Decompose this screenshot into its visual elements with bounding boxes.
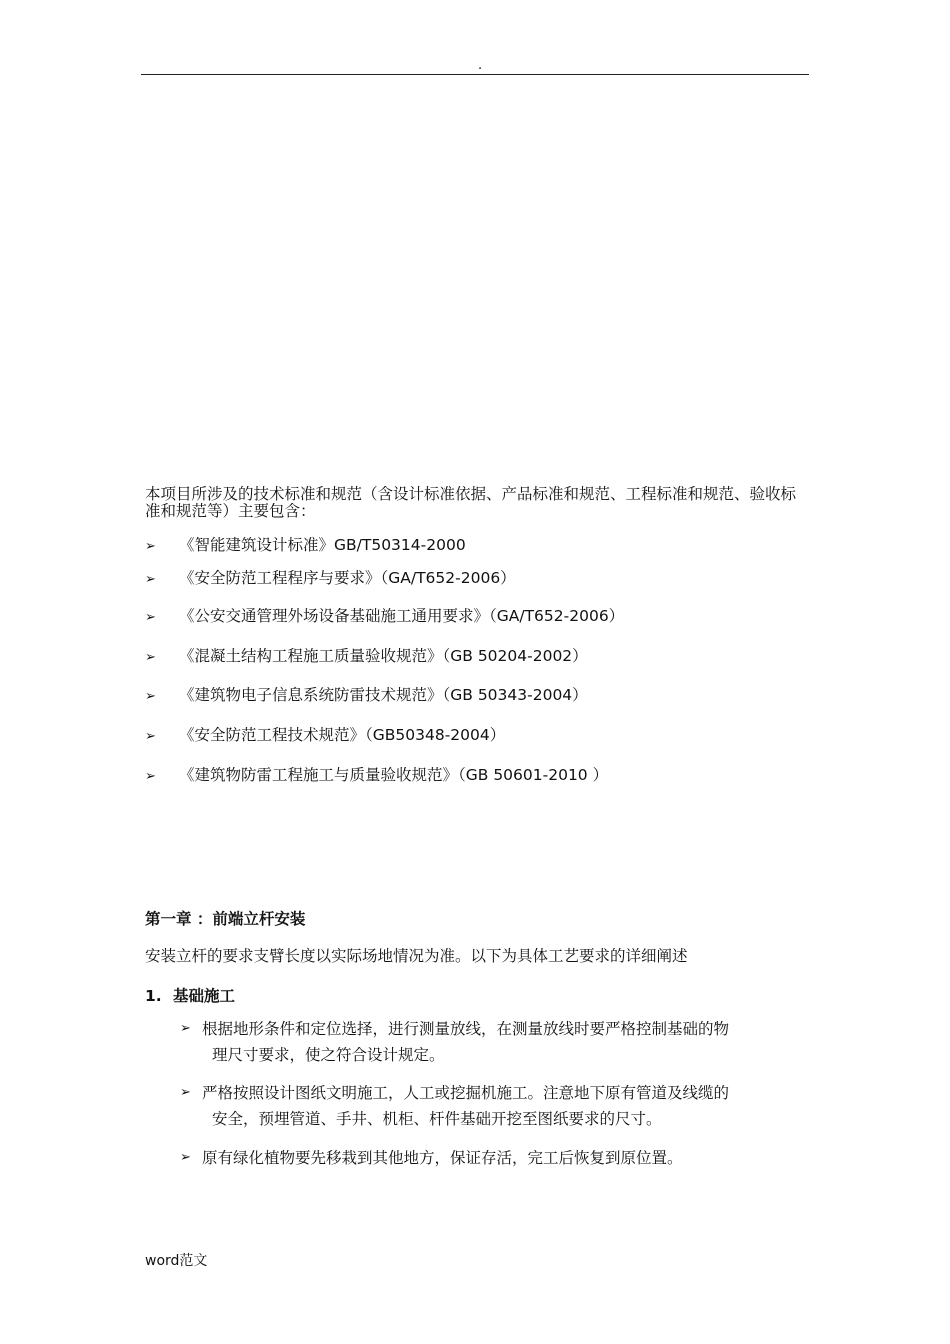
arrow-bullet-icon: ➢ — [180, 1021, 191, 1036]
chapter-title: 第一章 ：前端立杆安装 — [145, 910, 306, 928]
list-item — [180, 1145, 805, 1171]
standard-text: 《建筑物电子信息系统防雷技术规范》（GB 50343-2004） — [179, 686, 588, 704]
list-item-line: 安全，预埋管道、手井、机柜、杆件基础开挖至图纸要求的尺寸。 — [212, 1110, 662, 1128]
standard-text: 《智能建筑设计标准》GB/T50314-2000 — [179, 536, 466, 554]
arrow-bullet-icon: ➢ — [145, 769, 156, 784]
list-item-line: 根据地形条件和定位选择，进行测量放线，在测量放线时要严格控制基础的物 — [202, 1020, 730, 1038]
section-heading — [145, 984, 235, 1006]
header-rule — [141, 74, 809, 75]
standard-item — [145, 606, 624, 628]
list-item-line: 严格按照设计图纸文明施工，人工或挖掘机施工。注意地下原有管道及线缆的 — [202, 1084, 730, 1102]
arrow-bullet-icon: ➢ — [180, 1150, 191, 1165]
list-item — [180, 1080, 805, 1132]
standard-text: 《安全防范工程程序与要求》（GA/T652-2006） — [179, 569, 516, 587]
arrow-bullet-icon: ➢ — [145, 539, 156, 554]
arrow-bullet-icon: ➢ — [180, 1085, 191, 1100]
standard-item — [145, 725, 505, 747]
section-title: 基础施工 — [173, 987, 236, 1005]
arrow-bullet-icon: ➢ — [145, 610, 156, 625]
list-item-line: 原有绿化植物要先移栽到其他地方，保证存活，完工后恢复到原位置。 — [202, 1149, 683, 1167]
header-mark: . — [478, 58, 483, 73]
arrow-bullet-icon: ➢ — [145, 689, 156, 704]
standard-text: 《公安交通管理外场设备基础施工通用要求》（GA/T652-2006） — [179, 607, 625, 625]
arrow-bullet-icon: ➢ — [145, 729, 156, 744]
standard-item — [145, 568, 516, 590]
standard-text: 《建筑物防雷工程施工与质量验收规范》（GB 50601-2010 ） — [179, 766, 609, 784]
standard-text: 《混凝土结构工程施工质量验收规范》（GB 50204-2002） — [179, 647, 588, 665]
list-item-line: 理尺寸要求，使之符合设计规定。 — [212, 1046, 445, 1064]
arrow-bullet-icon: ➢ — [145, 650, 156, 665]
standard-item — [145, 685, 588, 707]
standard-item — [145, 646, 588, 668]
standard-item — [145, 535, 466, 557]
standard-text: 《安全防范工程技术规范》（GB50348-2004） — [179, 726, 506, 744]
chapter-description: 安装立杆的要求支臂长度以实际场地情况为准。以下为具体工艺要求的详细阐述 — [145, 947, 688, 965]
intro-paragraph: 本项目所涉及的技术标准和规范（含设计标准依据、产品标准和规范、工程标准和规范、验收标准和规范等）主要包含： — [145, 485, 797, 520]
list-item — [180, 1016, 805, 1068]
standard-item — [145, 765, 608, 787]
arrow-bullet-icon: ➢ — [145, 572, 156, 587]
section-number: 1. — [145, 987, 162, 1005]
page-footer: word范文 — [145, 1253, 208, 1269]
